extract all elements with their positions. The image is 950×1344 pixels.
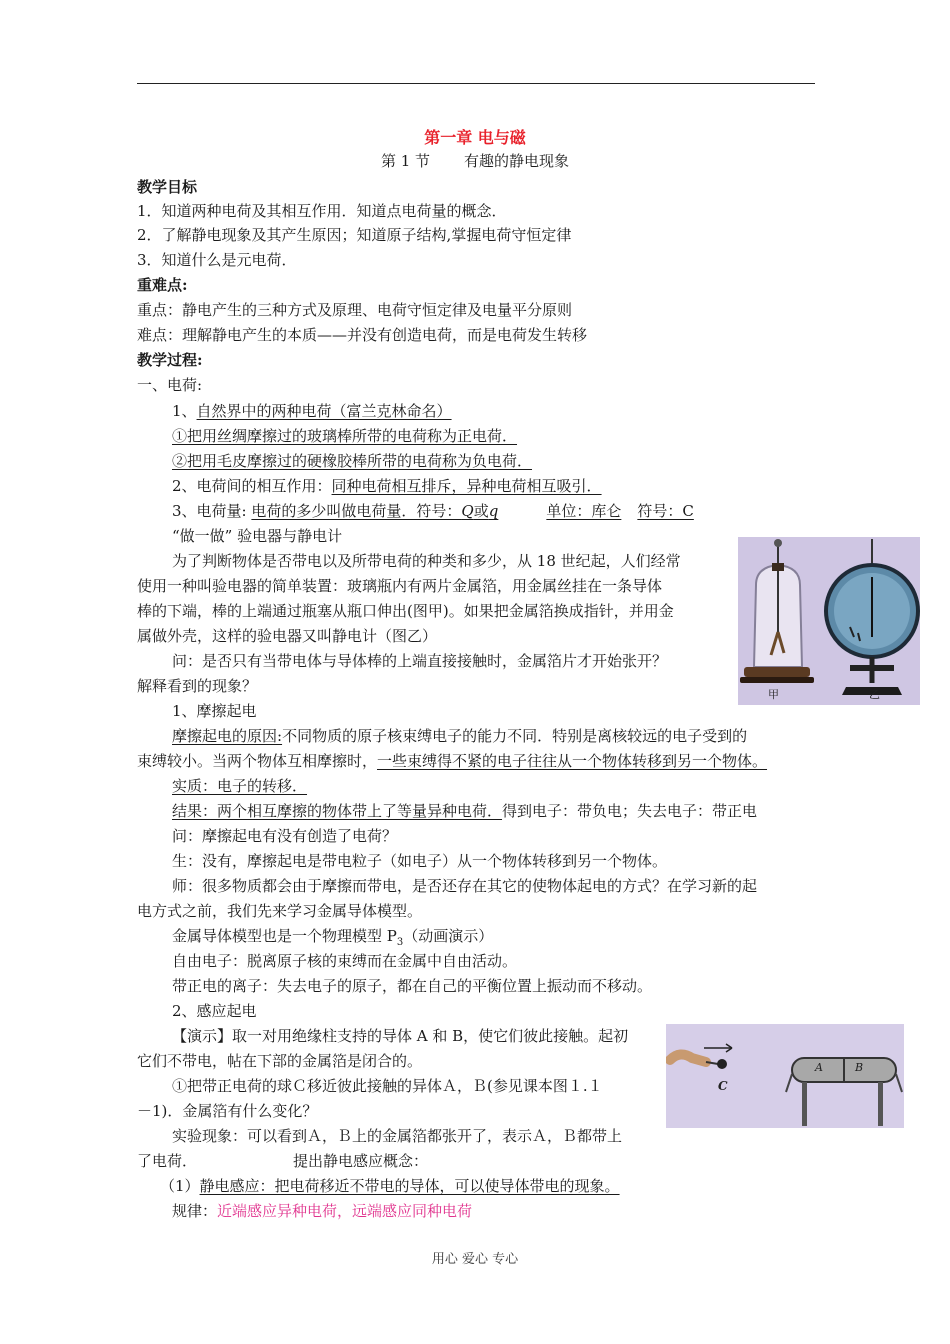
- friction-result: [172, 801, 757, 821]
- question2: 问：摩擦起电有没有创造了电荷？: [172, 827, 398, 845]
- induction-illustration: [666, 1024, 904, 1128]
- positive-charge-def: ①把用丝绸摩擦过的玻璃棒所带的电荷称为正电荷．: [172, 427, 518, 445]
- charge-unit: 单位：库仑: [546, 502, 622, 520]
- friction-result-rest: 得到电子：带负电；失去电子：带正电: [502, 802, 758, 820]
- metal-model: [172, 926, 493, 953]
- figure-label-a: A: [815, 1061, 823, 1074]
- friction-heading: 1、摩擦起电: [172, 702, 257, 720]
- negative-charge-def: ②把用毛皮摩擦过的硬橡胶棒所带的电荷称为负电荷．: [172, 452, 533, 470]
- teacher-line-2: 电方式之前，我们先来学习金属导体模型。: [137, 902, 423, 920]
- teacher-line-1: 师：很多物质都会由于摩擦而带电，是否还存在其它的使物体起电的方式？在学习新的起: [172, 877, 758, 895]
- electroscope-figure: [738, 537, 920, 705]
- friction-cause-text-2a: 束缚较小。当两个物体互相摩擦时，: [137, 752, 378, 770]
- electroscope-illustration: [738, 537, 920, 705]
- charge-item-3: [172, 501, 694, 521]
- demo-line-2: 它们不带电，帖在下部的金属箔是闭合的。: [137, 1052, 423, 1070]
- question1-line-2: 解释看到的现象？: [137, 677, 258, 695]
- process-heading: 教学过程:: [137, 351, 203, 369]
- goal-item-1: 1．知道两种电荷及其相互作用．知道点电荷量的概念．: [137, 202, 507, 220]
- activity-title: “做一做” 验电器与静电计: [172, 527, 343, 545]
- positive-ion-def: 带正电的离子：失去电子的原子，都在自己的平衡位置上振动而不移动。: [172, 977, 653, 995]
- goals-heading: 教学目标: [137, 178, 198, 196]
- metal-model-text: 金属导体模型也是一个物理模型 P: [172, 927, 397, 945]
- induction-figure: [666, 1024, 904, 1128]
- friction-cause-label: 摩擦起电的原因:: [172, 727, 283, 745]
- section-subtitle: [0, 151, 950, 171]
- section-charge: 一、电荷:: [137, 376, 203, 394]
- charge-item-3-text: 电荷的多少叫做电荷量．符号：: [251, 502, 462, 520]
- metal-model-subscript: 3: [396, 937, 404, 948]
- chapter-title: 第一章 电与磁: [424, 128, 526, 147]
- induction-definition-text: 静电感应：把电荷移近不带电的导体，可以使导体带电的现象。: [199, 1177, 620, 1195]
- para1-line-4: 属做外壳，这样的验电器又叫静电计（图乙）: [137, 627, 438, 645]
- friction-result-underlined: 结果：两个相互摩擦的物体带上了等量异种电荷．: [172, 802, 503, 820]
- friction-cause-text-1: 不同物质的原子核束缚电子的能力不同．特别是离核较远的电子受到的: [282, 727, 748, 745]
- figure-label-b: B: [855, 1061, 864, 1074]
- figure-label-yi: 乙: [869, 688, 880, 701]
- para1-line-2: 使用一种叫验电器的简单装置：玻璃瓶内有两片金属箔，用金属丝挂在一条导体: [137, 577, 663, 595]
- charge-item-1-text: 自然界中的两种电荷（富兰克林命名）: [196, 402, 452, 420]
- step1-line-1: ①把带正电荷的球Ｃ移近彼此接触的异体Ａ，Ｂ(参见课本图１.１: [172, 1077, 603, 1095]
- charge-item-1-num: 1、: [172, 402, 197, 420]
- keypoints-heading: 重难点:: [137, 276, 188, 294]
- charge-item-3-def: [251, 502, 498, 520]
- answer2: 生：没有，摩擦起电是带电粒子（如电子）从一个物体转移到另一个物体。: [172, 852, 668, 870]
- section-number: 第 1 节: [380, 152, 431, 170]
- focus-text: 重点：静电产生的三种方式及原理、电荷守恒定律及电量平分原则: [137, 301, 573, 319]
- friction-cause-line-1: [172, 726, 747, 746]
- friction-cause-text-2b: 一些束缚得不紧的电子往往从一个物体转移到另一个物体。: [377, 752, 768, 770]
- section-name: 有趣的静电现象: [464, 152, 570, 170]
- para1-line-3: 棒的下端，棒的上端通过瓶塞从瓶口伸出(图甲)。如果把金属箔换成指针，并用金: [137, 602, 674, 620]
- friction-cause-line-2: [137, 751, 767, 771]
- charge-symbol-q-upper: Q: [461, 502, 474, 520]
- experiment-line-1: 实验现象：可以看到Ａ，Ｂ上的金属箔都张开了，表示Ａ，Ｂ都带上: [172, 1127, 623, 1145]
- induction-rule: [172, 1201, 472, 1221]
- para1-line-1: 为了判断物体是否带电以及所带电荷的种类和多少，从 18 世纪起，人们经常: [172, 552, 681, 570]
- free-electron-def: 自由电子：脱离原子核的束缚而在金属中自由活动。: [172, 952, 518, 970]
- charge-item-2-prefix: 2、电荷间的相互作用：: [172, 477, 332, 495]
- difficulty-text: 难点：理解静电产生的本质——并没有创造电荷，而是电荷发生转移: [137, 326, 588, 344]
- charge-item-3-prefix: 3、电荷量:: [172, 502, 247, 520]
- figure-label-jia: 甲: [768, 688, 779, 701]
- charge-unit-symbol: 符号：C: [637, 502, 694, 520]
- charge-symbol-or: 或: [473, 502, 489, 520]
- metal-model-suffix: （动画演示）: [403, 927, 494, 945]
- experiment-line-2a: 了电荷．: [137, 1152, 198, 1170]
- induction-heading: 2、感应起电: [172, 1002, 257, 1020]
- charge-item-2-text: 同种电荷相互排斥，异种电荷相互吸引．: [331, 477, 602, 495]
- demo-line-1: 【演示】取一对用绝缘柱支持的导体 A 和 B，使它们彼此接触。起初: [172, 1027, 629, 1045]
- friction-essence: 实质：电子的转移．: [172, 777, 308, 795]
- step1-line-2: －1)．金属箔有什么变化？: [137, 1102, 318, 1120]
- experiment-line-2: [137, 1151, 428, 1171]
- header-rule: [137, 83, 815, 84]
- charge-item-2: [172, 476, 602, 496]
- page-footer: 用心 爱心 专心: [431, 1252, 519, 1267]
- goal-item-3: 3．知道什么是元电荷．: [137, 251, 297, 269]
- induction-definition: [160, 1176, 620, 1196]
- experiment-line-2b: 提出静电感应概念：: [293, 1152, 429, 1170]
- figure-label-c: C: [718, 1079, 728, 1093]
- charge-item-1: [172, 401, 452, 421]
- induction-rule-text: 近端感应异种电荷，远端感应同种电荷: [217, 1202, 473, 1220]
- induction-rule-label: 规律：: [172, 1202, 218, 1220]
- charge-symbol-q-lower: q: [488, 502, 499, 520]
- goal-item-2: 2．了解静电现象及其产生原因；知道原子结构,掌握电荷守恒定律: [137, 226, 572, 244]
- question1-line-1: 问：是否只有当带电体与导体棒的上端直接接触时，金属箔片才开始张开？: [172, 652, 668, 670]
- induction-definition-num: （1）: [160, 1177, 200, 1195]
